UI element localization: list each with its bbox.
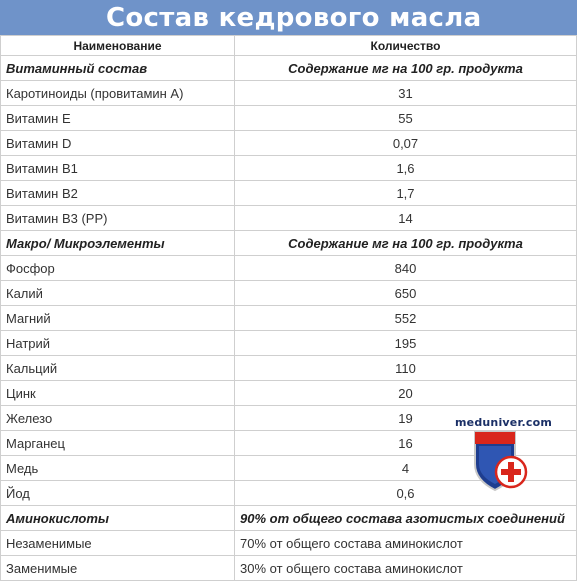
table-row	[1, 156, 577, 181]
table-row	[1, 281, 577, 306]
row-name: Витамин В3 (РР)	[1, 206, 235, 231]
table-row	[1, 531, 577, 556]
table-row	[1, 131, 577, 156]
table-row	[1, 256, 577, 281]
shield-cross-icon	[471, 430, 531, 492]
table-row	[1, 331, 577, 356]
row-name: Витамин D	[1, 131, 235, 156]
row-value: 840	[235, 256, 577, 281]
row-value: 30% от общего состава аминокислот	[235, 556, 577, 581]
row-value: 650	[235, 281, 577, 306]
row-value: 14	[235, 206, 577, 231]
composition-table	[0, 35, 577, 581]
row-value: 55	[235, 106, 577, 131]
title-banner	[0, 0, 577, 35]
row-value: 1,7	[235, 181, 577, 206]
table-header-row	[1, 36, 577, 56]
row-value: 552	[235, 306, 577, 331]
table-row	[1, 381, 577, 406]
row-name: Фосфор	[1, 256, 235, 281]
row-value: 31	[235, 81, 577, 106]
table-row	[1, 206, 577, 231]
row-value: 90% от общего состава азотистых соединений	[235, 506, 577, 531]
row-value: 16	[235, 431, 577, 456]
row-name: Марганец	[1, 431, 235, 456]
row-value: 195	[235, 331, 577, 356]
row-value: 0,6	[235, 481, 577, 506]
header-quantity: Количество	[235, 36, 577, 56]
row-name: Аминокислоты	[1, 506, 235, 531]
table-row	[1, 556, 577, 581]
watermark	[455, 416, 553, 496]
row-value: 70% от общего состава аминокислот	[235, 531, 577, 556]
row-value: 110	[235, 356, 577, 381]
row-name: Железо	[1, 406, 235, 431]
watermark-text: meduniver.com	[455, 416, 553, 429]
row-name: Кальций	[1, 356, 235, 381]
row-name: Заменимые	[1, 556, 235, 581]
row-value: 1,6	[235, 156, 577, 181]
row-name: Йод	[1, 481, 235, 506]
table-row	[1, 181, 577, 206]
row-name: Цинк	[1, 381, 235, 406]
table-row	[1, 306, 577, 331]
table-row	[1, 81, 577, 106]
row-value: 19	[235, 406, 577, 431]
row-name: Калий	[1, 281, 235, 306]
row-name: Натрий	[1, 331, 235, 356]
section-row	[1, 56, 577, 81]
row-value: 0,07	[235, 131, 577, 156]
row-value: 20	[235, 381, 577, 406]
row-value: Содержание мг на 100 гр. продукта	[235, 231, 577, 256]
row-name: Магний	[1, 306, 235, 331]
row-name: Макро/ Микроэлементы	[1, 231, 235, 256]
row-name: Витамин В1	[1, 156, 235, 181]
table-body	[1, 36, 577, 581]
section-row	[1, 231, 577, 256]
row-name: Медь	[1, 456, 235, 481]
row-name: Витамин В2	[1, 181, 235, 206]
section-row	[1, 506, 577, 531]
row-name: Витамин Е	[1, 106, 235, 131]
row-name: Незаменимые	[1, 531, 235, 556]
row-value: Содержание мг на 100 гр. продукта	[235, 56, 577, 81]
row-value: 4	[235, 456, 577, 481]
table-row	[1, 356, 577, 381]
page-title: Состав кедрового масла	[106, 3, 482, 33]
row-name: Витаминный состав	[1, 56, 235, 81]
row-name: Каротиноиды (провитамин А)	[1, 81, 235, 106]
header-name: Наименование	[1, 36, 235, 56]
table-row	[1, 106, 577, 131]
